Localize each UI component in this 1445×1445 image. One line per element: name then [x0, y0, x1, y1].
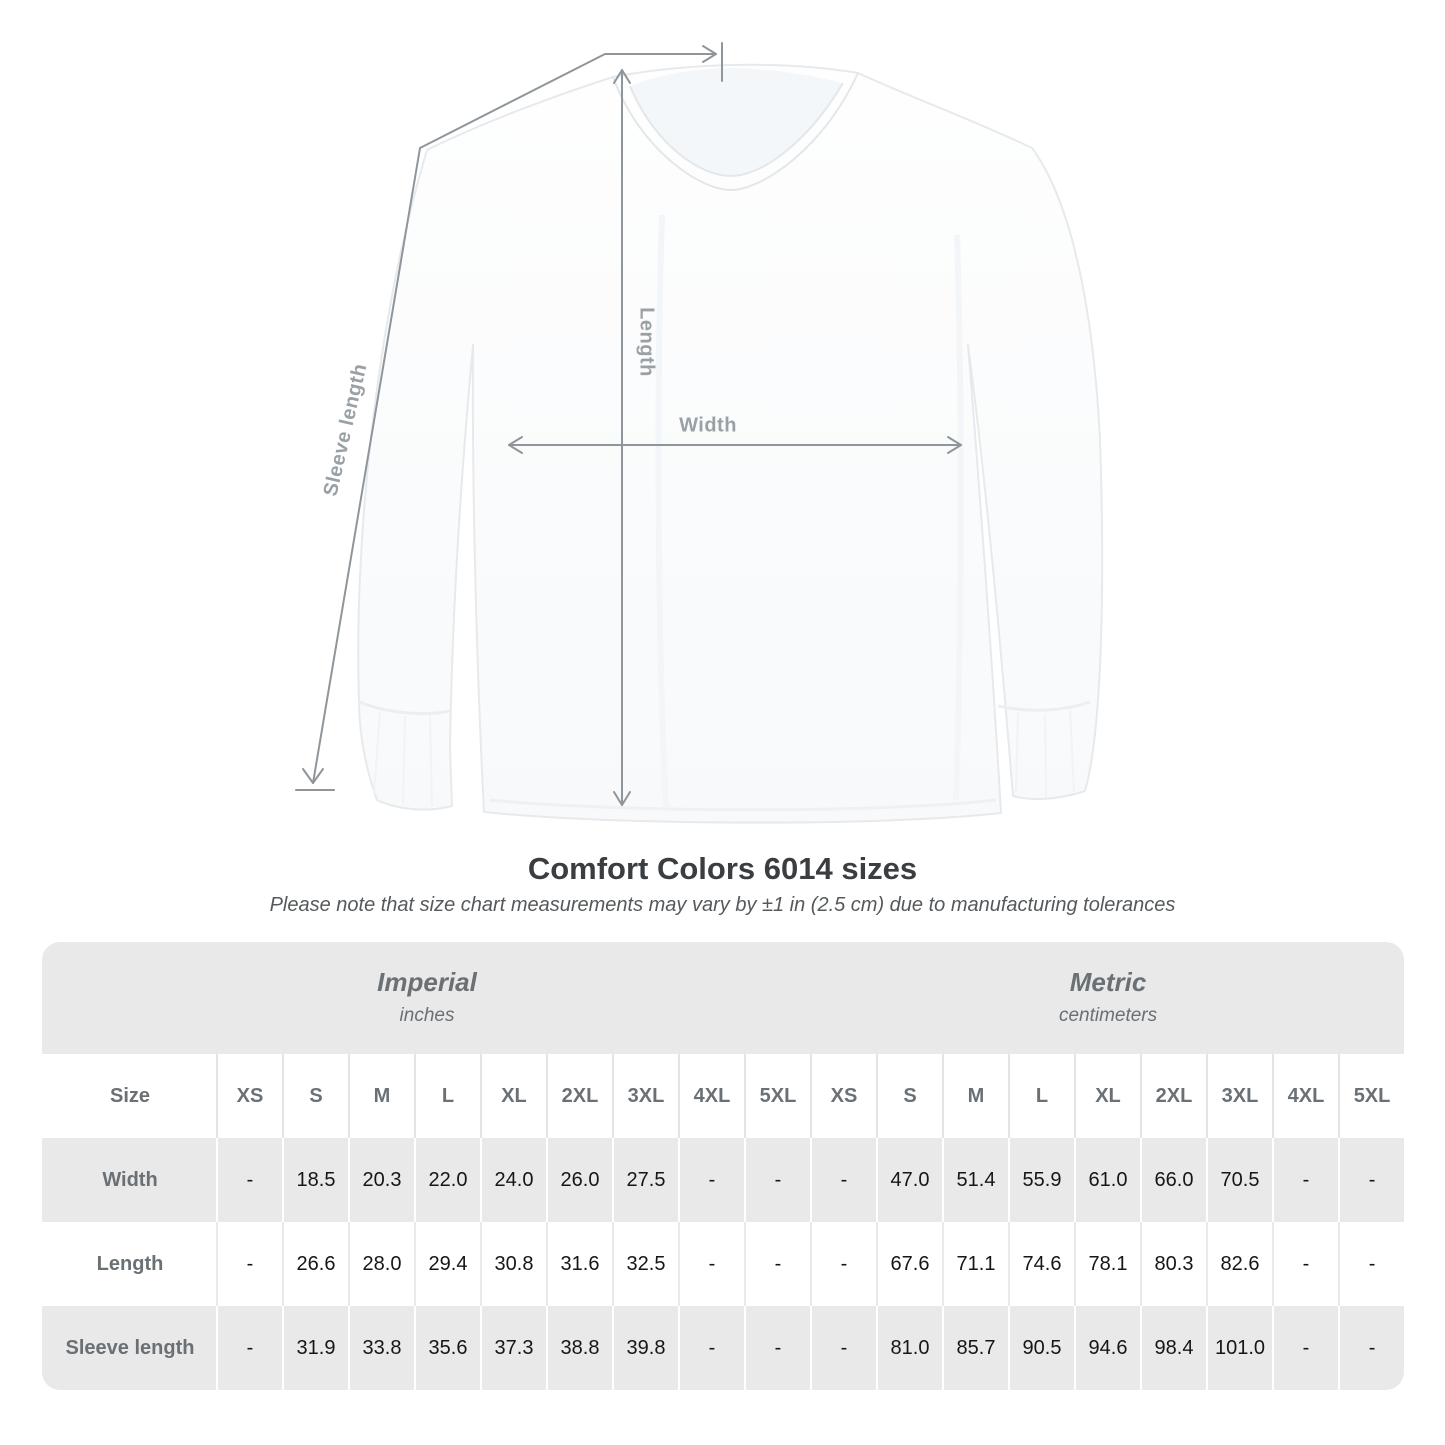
measurement-value-cell: 29.4 [414, 1222, 480, 1306]
measurement-value-cell: - [744, 1306, 810, 1390]
measurement-value-cell: 71.1 [942, 1222, 1008, 1306]
row-label: Sleeve length [42, 1306, 216, 1390]
measurement-value-cell: 39.8 [612, 1306, 678, 1390]
row-label: Length [42, 1222, 216, 1306]
size-column-header: 4XL [678, 1054, 744, 1138]
unit-section-row [42, 942, 1404, 1054]
measurement-value-cell: - [678, 1138, 744, 1222]
size-column-header: XL [480, 1054, 546, 1138]
sleeve-length-label: Sleeve length [319, 361, 372, 499]
measurement-value-cell: 70.5 [1206, 1138, 1272, 1222]
shirt-body [358, 65, 1102, 823]
measurement-value-cell: - [744, 1138, 810, 1222]
size-column-header: 4XL [1272, 1054, 1338, 1138]
size-column-header: L [1008, 1054, 1074, 1138]
size-column-header: XL [1074, 1054, 1140, 1138]
size-header-row [42, 1054, 1404, 1138]
measurement-value-cell: 26.0 [546, 1138, 612, 1222]
size-column-header: M [348, 1054, 414, 1138]
size-column-header: 3XL [1206, 1054, 1272, 1138]
measurement-value-cell: 81.0 [876, 1306, 942, 1390]
measurement-value-cell: 90.5 [1008, 1306, 1074, 1390]
measurement-value-cell: 37.3 [480, 1306, 546, 1390]
size-column-header: XS [810, 1054, 876, 1138]
measurement-value-cell: - [1338, 1306, 1404, 1390]
measurement-value-cell: 82.6 [1206, 1222, 1272, 1306]
measurement-value-cell: 94.6 [1074, 1306, 1140, 1390]
measurement-value-cell: - [744, 1222, 810, 1306]
measurement-value-cell: 32.5 [612, 1222, 678, 1306]
size-column-header: M [942, 1054, 1008, 1138]
measurement-value-cell: - [216, 1138, 282, 1222]
measurement-value-cell: 24.0 [480, 1138, 546, 1222]
measurement-value-cell: - [1338, 1222, 1404, 1306]
measurement-value-cell: - [678, 1222, 744, 1306]
measurement-value-cell: - [1272, 1138, 1338, 1222]
row-label: Width [42, 1138, 216, 1222]
measurement-value-cell: 31.9 [282, 1306, 348, 1390]
measurement-value-cell: 67.6 [876, 1222, 942, 1306]
measurement-value-cell: 27.5 [612, 1138, 678, 1222]
measurement-row [42, 1222, 1404, 1306]
size-column-header: 3XL [612, 1054, 678, 1138]
size-column-header: 5XL [744, 1054, 810, 1138]
measurement-value-cell: 18.5 [282, 1138, 348, 1222]
metric-unit-label: centimeters [1058, 1005, 1158, 1026]
measurement-value-cell: 31.6 [546, 1222, 612, 1306]
measurement-value-cell: - [1272, 1222, 1338, 1306]
imperial-section-header [42, 942, 810, 1054]
measurement-value-cell: 101.0 [1206, 1306, 1272, 1390]
measurement-value-cell: - [216, 1222, 282, 1306]
page-title: Comfort Colors 6014 sizes [527, 851, 918, 886]
size-column-header: 2XL [1140, 1054, 1206, 1138]
measurement-value-cell: 33.8 [348, 1306, 414, 1390]
measurement-value-cell: 30.8 [480, 1222, 546, 1306]
size-column-header: S [876, 1054, 942, 1138]
metric-label: Metric [1069, 967, 1147, 997]
measurement-value-cell: 66.0 [1140, 1138, 1206, 1222]
measurement-value-cell: - [216, 1306, 282, 1390]
measurement-value-cell: 38.8 [546, 1306, 612, 1390]
measurement-value-cell: 22.0 [414, 1138, 480, 1222]
size-column-header: 2XL [546, 1054, 612, 1138]
measurement-value-cell: 26.6 [282, 1222, 348, 1306]
measurement-value-cell: 61.0 [1074, 1138, 1140, 1222]
measurement-value-cell: 74.6 [1008, 1222, 1074, 1306]
measurement-value-cell: - [1338, 1138, 1404, 1222]
width-label: Width [679, 414, 737, 437]
imperial-unit-label: inches [399, 1005, 455, 1026]
tolerance-note: Please note that size chart measurements may vary by ±1 in (2.5 cm) due to manufacturing tolerances [269, 894, 1176, 916]
measurement-value-cell: 85.7 [942, 1306, 1008, 1390]
measurement-value-cell: 28.0 [348, 1222, 414, 1306]
length-label: Length [635, 307, 658, 377]
measurement-value-cell: 51.4 [942, 1138, 1008, 1222]
size-column-header: 5XL [1338, 1054, 1404, 1138]
size-table-wrap [42, 942, 1445, 1390]
measurement-value-cell: - [810, 1222, 876, 1306]
measurement-value-cell: - [810, 1306, 876, 1390]
measurement-row [42, 1138, 1404, 1222]
measurement-value-cell: 78.1 [1074, 1222, 1140, 1306]
metric-section-header [810, 942, 1404, 1054]
title-block [0, 851, 1445, 917]
size-table [42, 942, 1404, 1390]
measurement-value-cell: 98.4 [1140, 1306, 1206, 1390]
measurement-row [42, 1306, 1404, 1390]
size-column-header: L [414, 1054, 480, 1138]
measurement-value-cell: 47.0 [876, 1138, 942, 1222]
measurement-value-cell: 20.3 [348, 1138, 414, 1222]
measurement-value-cell: - [678, 1306, 744, 1390]
size-column-header: XS [216, 1054, 282, 1138]
measurement-value-cell: 80.3 [1140, 1222, 1206, 1306]
measurement-value-cell: - [1272, 1306, 1338, 1390]
size-column-header: S [282, 1054, 348, 1138]
imperial-label: Imperial [377, 967, 477, 997]
measurement-value-cell: 35.6 [414, 1306, 480, 1390]
size-header-cell: Size [42, 1054, 216, 1138]
measurement-value-cell: - [810, 1138, 876, 1222]
measurement-value-cell: 55.9 [1008, 1138, 1074, 1222]
